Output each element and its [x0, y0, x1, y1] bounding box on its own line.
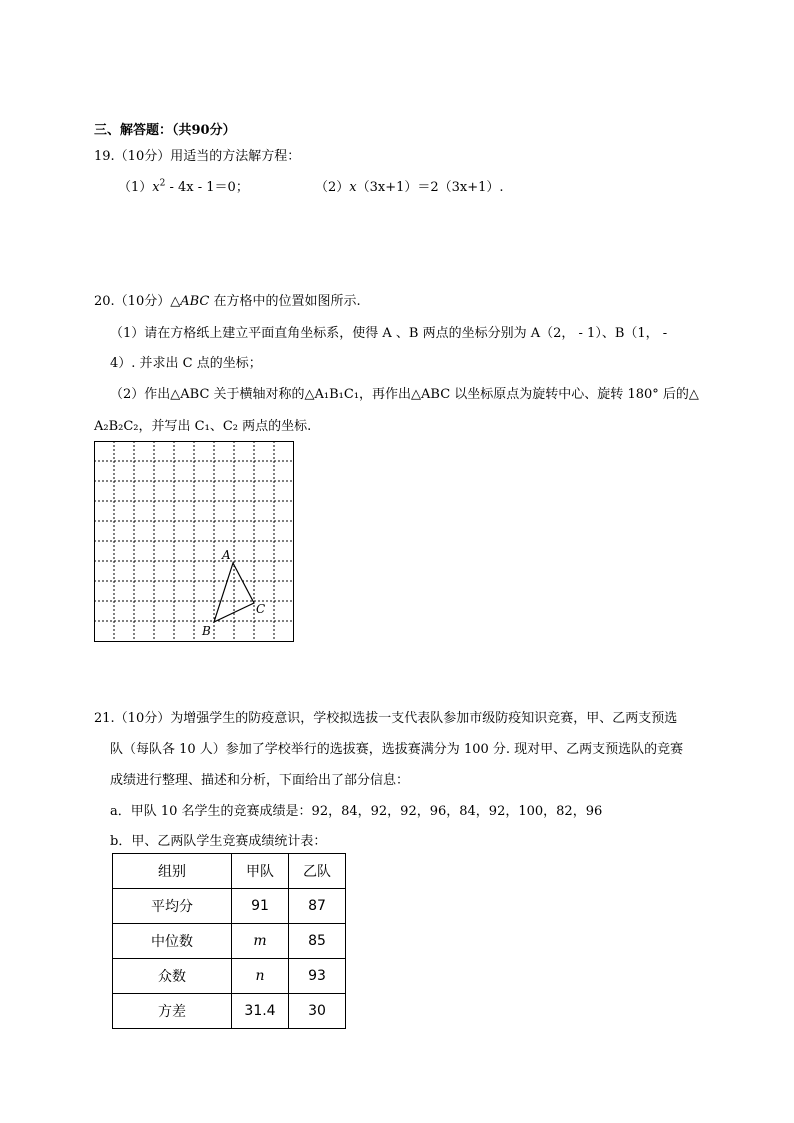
stats-table — [112, 853, 346, 1029]
label-b: B — [202, 624, 211, 638]
row-label: 平均分 — [113, 889, 232, 924]
row-label: 众数 — [113, 959, 232, 994]
q20-part2-line1: （2）作出△ABC 关于横轴对称的△A₁B₁C₁，再作出△ABC 以坐标原点为旋转中心、旋转 180° 后的△ — [110, 387, 699, 402]
table-row — [113, 959, 346, 994]
cell-jia: 31.4 — [232, 994, 289, 1029]
q20-part1-line2: 4）. 并求出 C 点的坐标； — [110, 356, 262, 371]
table-row — [113, 994, 346, 1029]
row-label: 方差 — [113, 994, 232, 1029]
row-label: 中位数 — [113, 924, 232, 959]
header-team-yi: 乙队 — [289, 854, 346, 889]
q19-part2: （2）x（3x+1）＝2（3x+1）. — [315, 180, 504, 195]
cell-jia: n — [232, 959, 289, 994]
cell-yi: 93 — [289, 959, 346, 994]
cell-yi: 85 — [289, 924, 346, 959]
q21-line1: 21.（10分）为增强学生的防疫意识，学校拟选拔一支代表队参加市级防疫知识竞赛，甲、乙两支预选 — [94, 711, 678, 726]
q21-line3: 成绩进行整理、描述和分析，下面给出了部分信息： — [110, 773, 410, 788]
header-team-jia: 甲队 — [232, 854, 289, 889]
grid-figure — [94, 441, 294, 642]
q21-line2: 队（每队各 10 人）参加了学校举行的选拔赛，选拔赛满分为 100 分. 现对甲、乙两支预选队的竞赛 — [110, 742, 684, 757]
q20-stem: 20.（10分）△ABC 在方格中的位置如图所示. — [94, 294, 361, 309]
cell-yi: 30 — [289, 994, 346, 1029]
table-row — [113, 924, 346, 959]
table-header-row — [113, 854, 346, 889]
q20-part1-line1: （1）请在方格纸上建立平面直角坐标系，使得 A 、B 两点的坐标分别为 A（2， - 1）、B（1， - — [110, 326, 668, 341]
q21-item-b: b．甲、乙两队学生竞赛成绩统计表： — [110, 834, 327, 849]
label-c: C — [256, 602, 266, 616]
cell-jia: 91 — [232, 889, 289, 924]
grid-svg — [94, 441, 294, 642]
section-heading: 三、解答题：（共90分） — [94, 123, 236, 138]
label-a: A — [222, 548, 231, 562]
cell-yi: 87 — [289, 889, 346, 924]
table-row — [113, 889, 346, 924]
q20-part2-line2: A₂B₂C₂，并写出 C₁、C₂ 两点的坐标. — [94, 419, 312, 434]
header-group: 组别 — [113, 854, 232, 889]
q21-item-a: a．甲队 10 名学生的竞赛成绩是：92，84，92，92，96，84，92，100，82，96 — [110, 804, 603, 819]
cell-jia: m — [232, 924, 289, 959]
triangle-abc — [214, 563, 254, 622]
q19-stem: 19.（10分）用适当的方法解方程： — [94, 149, 301, 164]
q19-part1: $(1)x^2 - 4x - 1=0$； — [118, 178, 249, 195]
